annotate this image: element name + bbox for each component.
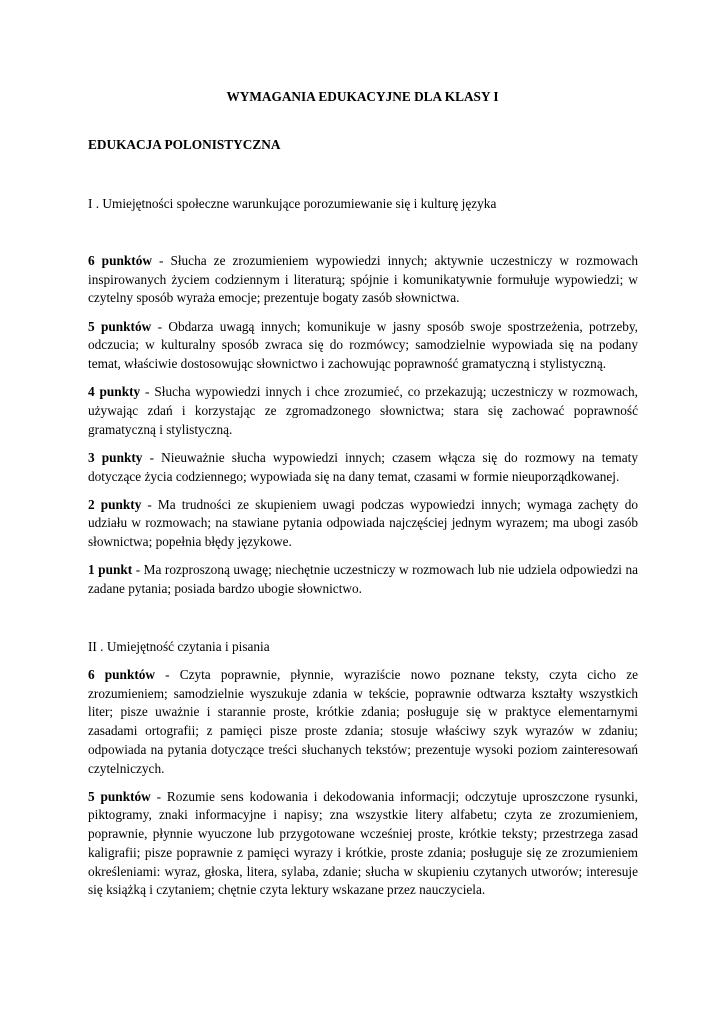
criterion-level: 6 punktów [88,667,156,682]
criterion-5-points [88,318,638,374]
section-heading-1: I . Umiejętności społeczne warunkujące porozumiewanie się i kulturę języka [88,196,497,211]
criterion-2-points [88,496,638,552]
criteria-list-2 [88,666,638,909]
criterion-6-points [88,666,638,778]
criterion-text: - Słucha ze zrozumieniem wypowiedzi innych; aktywnie uczestniczy w rozmowach inspirowanych życiem codziennym i literaturą; spójnie i komunikatywnie formułuje wypowiedzi; w czytelny sposób wyraża emocje; prezentuje bogaty zasób słownictwa. [88,253,639,306]
criterion-text: - Ma trudności ze skupieniem uwagi podczas wypowiedzi innych; wymaga zachęty do udziału w rozmowach; na stawiane pytania odpowiada najczęściej jednym wyrazem; ma ubogi zasób słownictwa; popełnia błędy językowe. [88,496,638,550]
criterion-4-points [88,383,638,439]
criterion-text: - Słucha wypowiedzi innych i chce zrozumieć, co przekazują; uczestniczy w rozmowach, używając zdań i korzystając ze zgromadzonego słownictwa; stara się zachować poprawność gramatyczną i stylistyczną. [88,384,638,437]
criterion-level: 5 punktów [88,318,152,334]
criterion-level: 4 punkty [88,384,141,400]
criterion-text: - Ma rozproszoną uwagę; niechętnie uczestniczy w rozmowach lub nie udziela odpowiedzi na zadane pytania; posiada bardzo ubogie słownictwo. [88,562,638,597]
criterion-text: - Obdarza uwagą innych; komunikuje w jasny sposób swoje spostrzeżenia, potrzeby, odczucia; w kulturalny sposób zwraca się do rozmówcy; samodzielnie wypowiada się na podany temat, właściwie dostosowując słownictwo i zachowując poprawność gramatyczną i stylistyczną. [88,318,639,372]
criterion-level: 2 punkty [88,496,142,512]
criterion-3-points [88,449,638,486]
criterion-text: - Nieuważnie słucha wypowiedzi innych; czasem włącza się do rozmowy na tematy dotyczące życia codziennego; wypowiada się na dany temat, czasami w formie nieuporządkowanej. [88,449,638,484]
criteria-list-1 [88,252,638,608]
document-title: WYMAGANIA EDUKACYJNE DLA KLASY I [226,89,499,104]
subject-title: EDUKACJA POLONISTYCZNA [88,137,281,152]
criterion-text: - Czyta poprawnie, płynnie, wyraziście nowo poznane teksty, czyta cicho ze zrozumieniem; samodzielnie wyszukuje zdania w tekście, poprawnie odtwarza kształty wszystkich liter; pisze uważnie i starannie proste, krótkie zdania; posługuje się w praktyce elementarnymi zasadami ortografii; z pamięci pisze proste zdania; stosuje właściwy szyk wyrazów w zdaniu; odpowiada na pytania dotyczące treści słuchanych tekstów; prezentuje wysoki poziom zainteresowań czytelniczych. [88,667,638,776]
section-heading-2: II . Umiejętność czytania i pisania [88,639,270,654]
criterion-6-points [88,252,638,308]
criterion-level: 6 punktów [88,253,152,268]
criterion-level: 3 punkty [88,449,143,465]
criterion-level: 1 punkt [88,562,133,578]
criterion-level: 5 punktów [88,788,151,804]
criterion-5-points [88,788,638,900]
criterion-1-point [88,561,638,598]
criterion-text: - Rozumie sens kodowania i dekodowania informacji; odczytuje uproszczone rysunki, piktogramy, znaki informacyjne i napisy; zna wszystkie litery alfabetu; czyta ze zrozumieniem, poprawnie, płynnie wyuczone lub przygotowane wcześniej proste, krótkie teksty; przestrzega zasad kaligrafii; pisze poprawnie z pamięci wyrazy i krótkie, proste zdania; posługuje się ze zrozumieniem określeniami: wyraz, głoska, litera, sylaba, zdanie; słucha w skupieniu czytanych utworów; interesuje się książką i czytaniem; chętnie czyta lektury wskazane przez nauczyciela. [88,788,639,898]
